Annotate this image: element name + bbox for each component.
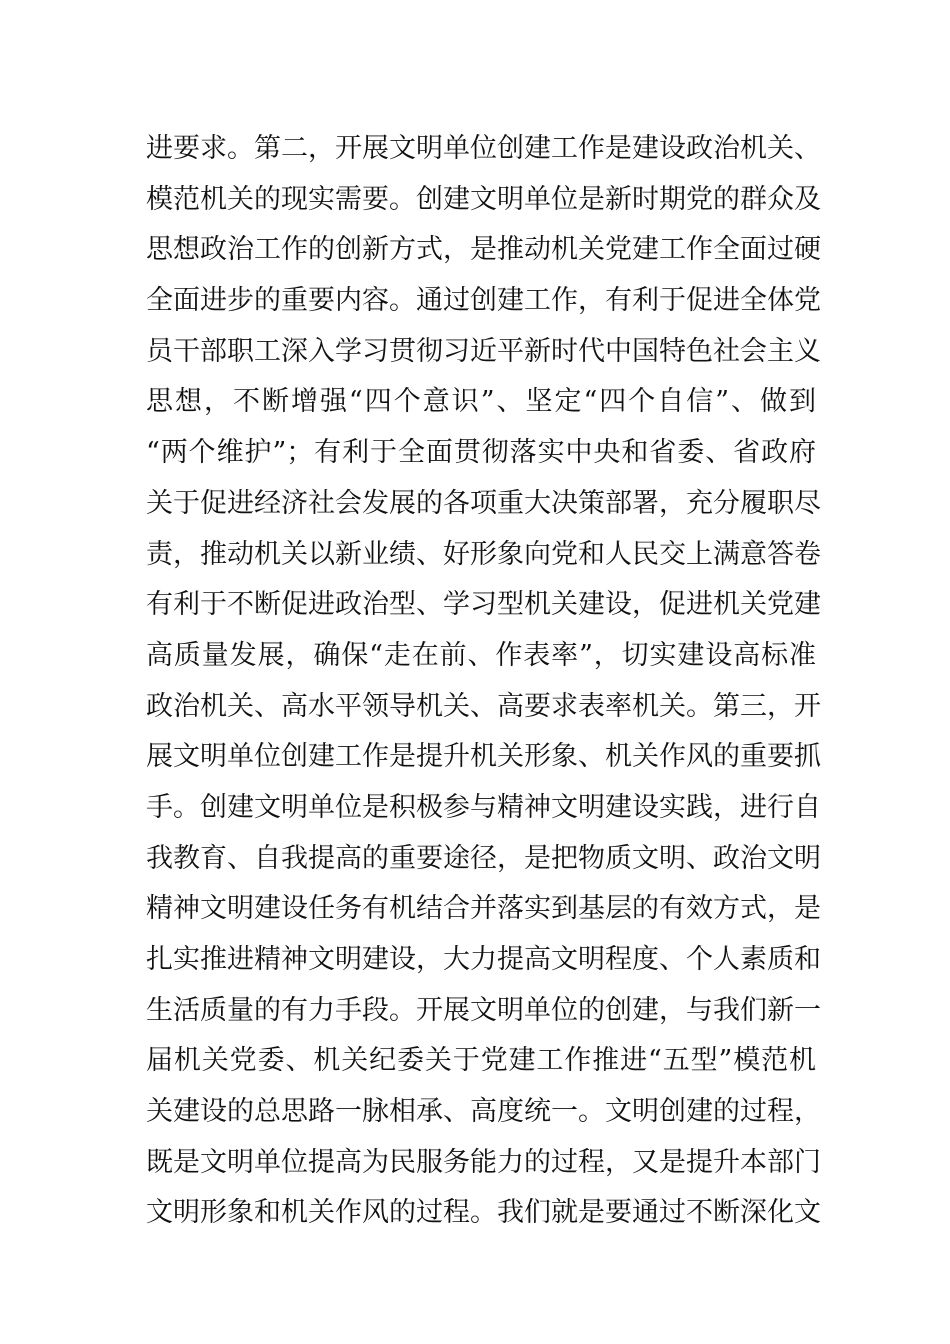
text-line-11: 高质量发展，确保“走在前、作表率”，切实建设高标准 <box>146 639 816 671</box>
text-line-6: 思想，不断增强“四个意识”、坚定“四个自信”、做到 <box>146 386 816 418</box>
body-text <box>146 124 821 1239</box>
text-line-16: 精神文明建设任务有机结合并落实到基层的有效方式，是 <box>146 893 821 925</box>
text-line-7: “两个维护”；有利于全面贯彻落实中央和省委、省政府 <box>146 437 816 469</box>
text-line-21: 既是文明单位提高为民服务能力的过程，又是提升本部门 <box>146 1146 821 1178</box>
text-line-9: 责，推动机关以新业绩、好形象向党和人民交上满意答卷 <box>146 538 821 570</box>
text-line-4: 全面进步的重要内容。通过创建工作，有利于促进全体党 <box>146 285 821 317</box>
text-line-20: 关建设的总思路一脉相承、高度统一。文明创建的过程， <box>146 1096 821 1128</box>
text-line-19: 届机关党委、机关纪委关于党建工作推进“五型”模范机 <box>146 1045 816 1077</box>
text-line-14: 手。创建文明单位是积极参与精神文明建设实践，进行自 <box>146 791 821 823</box>
text-line-13: 展文明单位创建工作是提升机关形象、机关作风的重要抓 <box>146 741 821 773</box>
text-line-3: 思想政治工作的创新方式，是推动机关党建工作全面过硬 <box>146 234 821 266</box>
text-line-5: 员干部职工深入学习贯彻习近平新时代中国特色社会主义 <box>146 335 821 367</box>
text-line-17: 扎实推进精神文明建设，大力提高文明程度、个人素质和 <box>146 944 821 975</box>
text-line-2: 模范机关的现实需要。创建文明单位是新时期党的群众及 <box>146 183 821 215</box>
text-line-8: 关于促进经济社会发展的各项重大决策部署，充分履职尽 <box>146 487 821 519</box>
text-line-15: 我教育、自我提高的重要途径，是把物质文明、政治文明 <box>146 842 821 874</box>
text-line-22: 文明形象和机关作风的过程。我们就是要通过不断深化文 <box>146 1197 821 1229</box>
text-line-10: 有利于不断促进政治型、学习型机关建设，促进机关党建 <box>146 589 821 621</box>
text-line-12: 政治机关、高水平领导机关、高要求表率机关。第三，开 <box>146 690 821 722</box>
text-line-1: 进要求。第二，开展文明单位创建工作是建设政治机关、 <box>146 133 821 164</box>
text-line-18: 生活质量的有力手段。开展文明单位的创建，与我们新一 <box>146 994 821 1026</box>
